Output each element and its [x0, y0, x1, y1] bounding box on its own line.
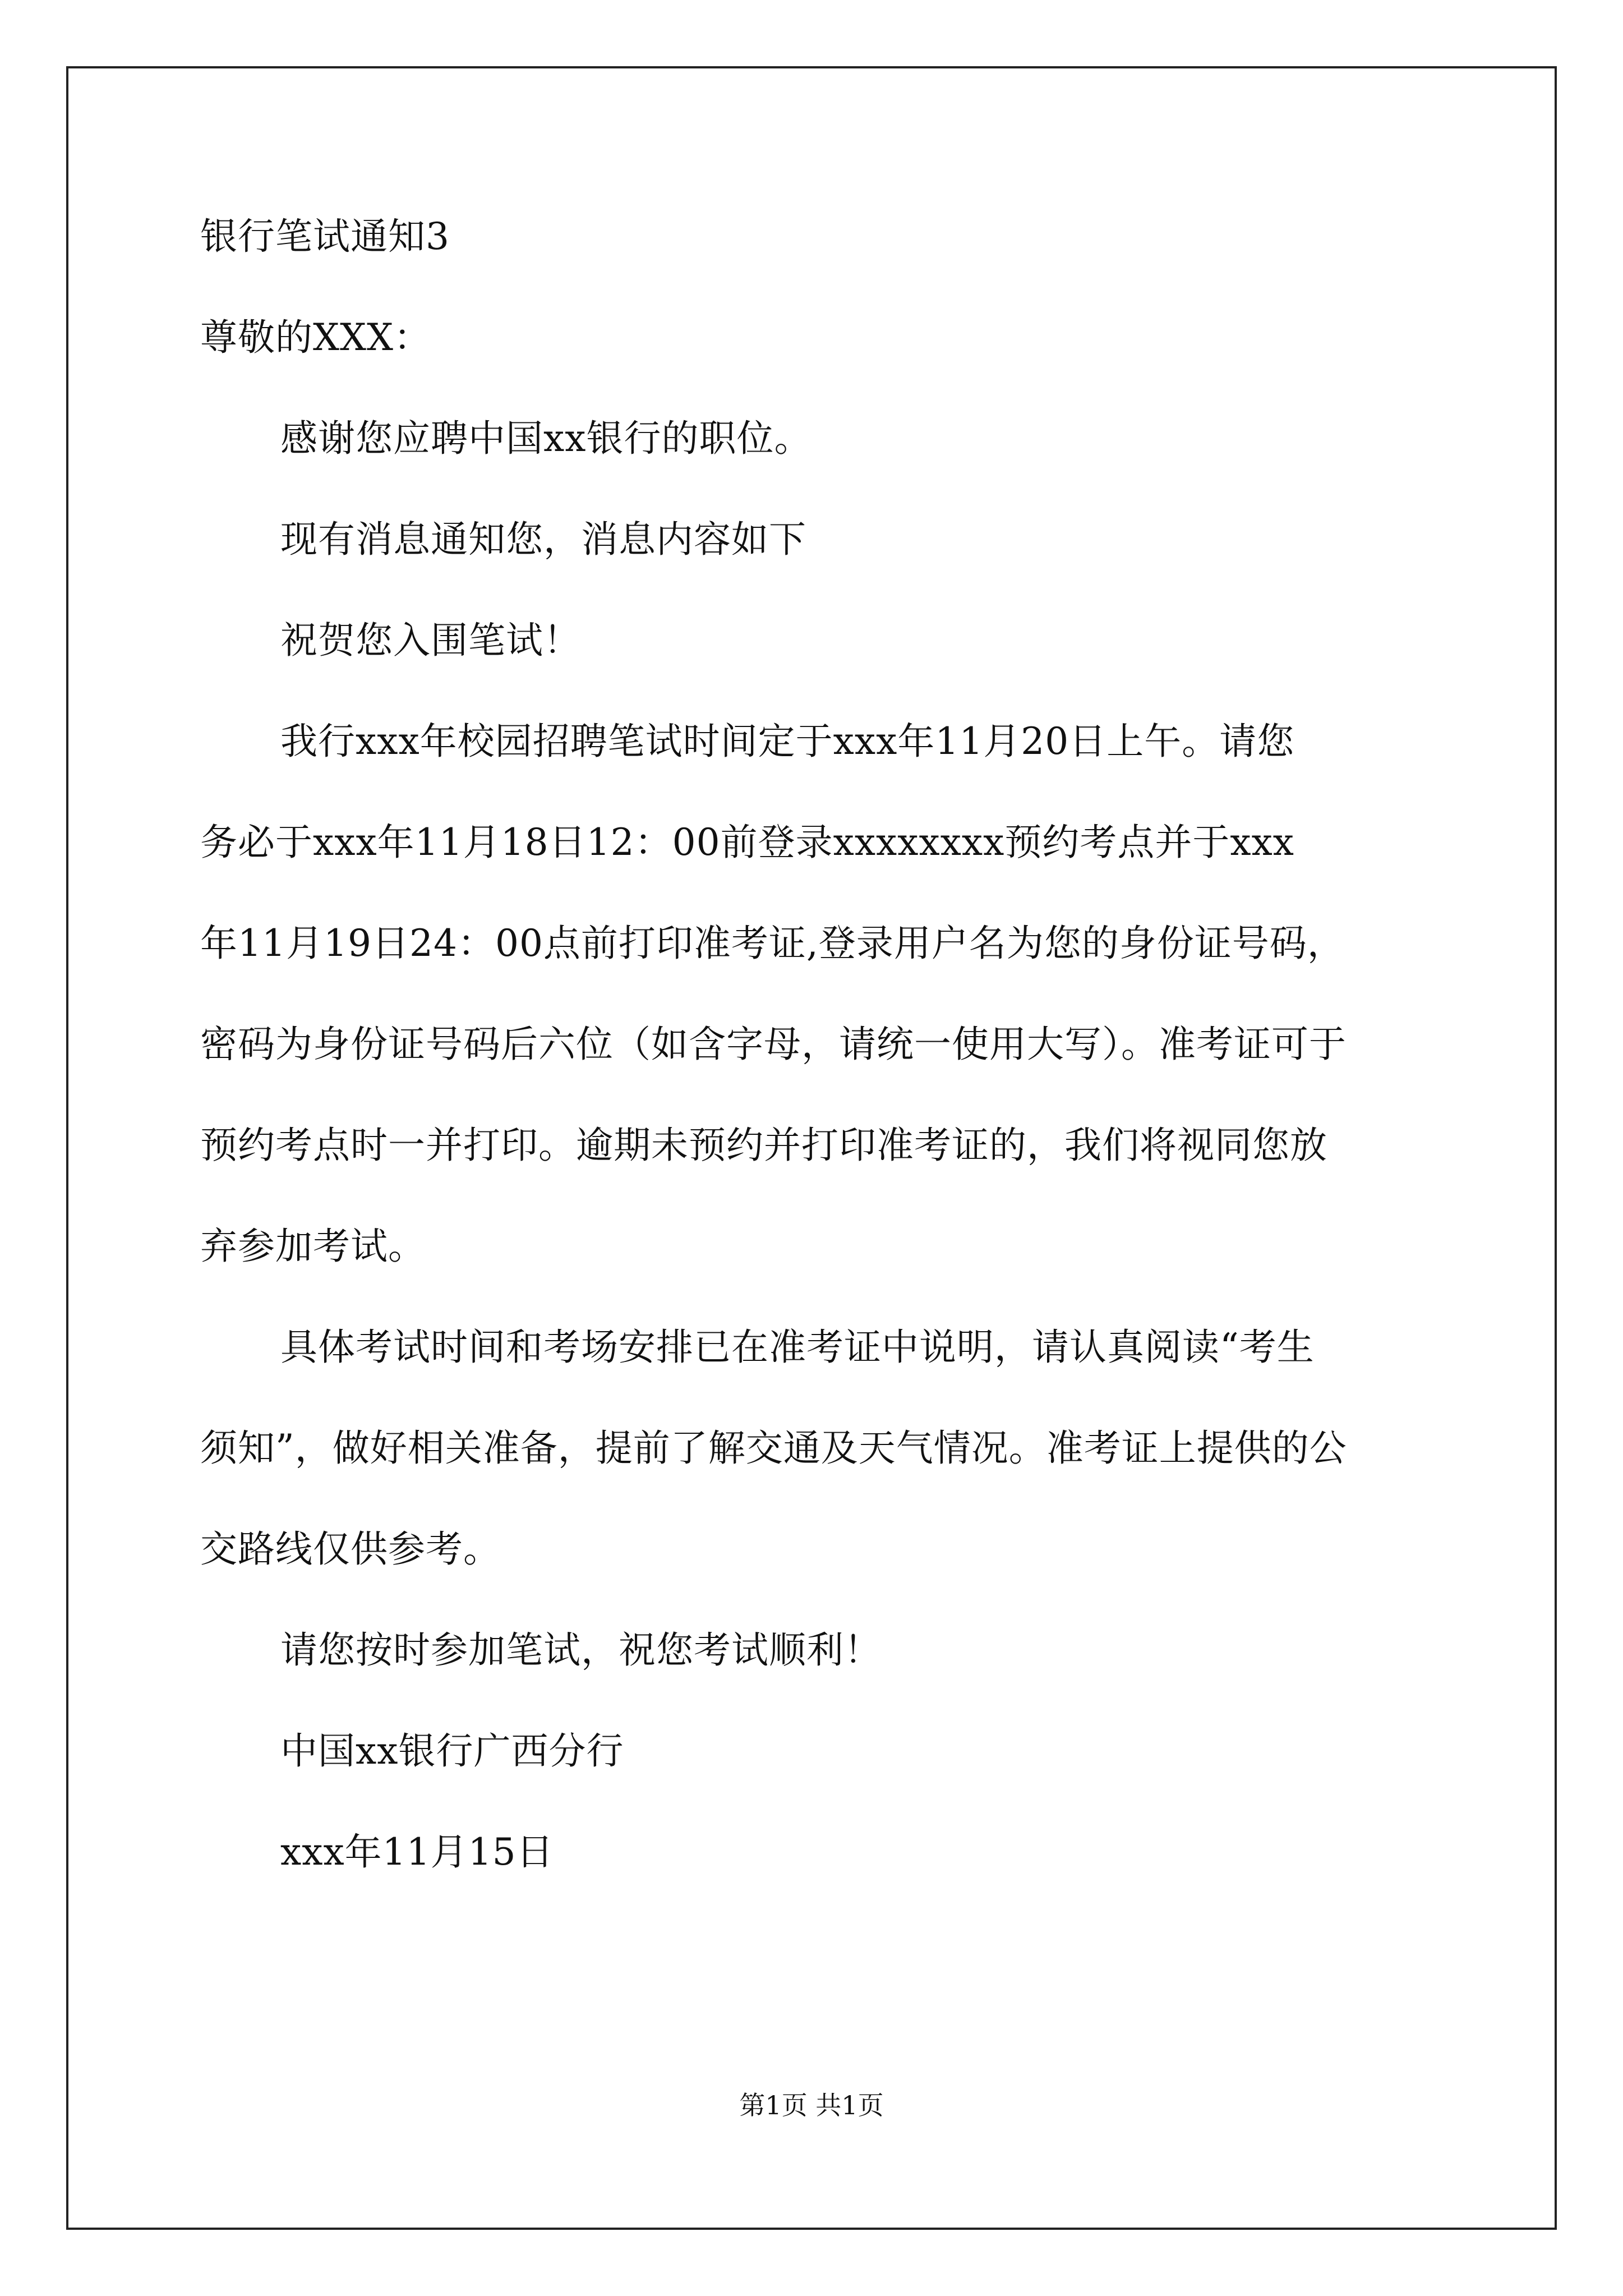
paragraph-exam-time-line-3: 年11月19日24：00点前打印准考证,登录用户名为您的身份证号码，: [200, 922, 1345, 965]
signature-date: xxx年11月15日: [280, 1830, 554, 1874]
salutation: 尊敬的XXX：: [200, 316, 431, 359]
paragraph-arrangement-line-1: 具体考试时间和考场安排已在准考证中说明，请认真阅读“考生: [280, 1326, 1315, 1369]
paragraph-exam-time-line-5: 预约考点时一并打印。逾期未预约并打印准考证的，我们将视同您放: [200, 1124, 1327, 1167]
paragraph-thanks: 感谢您应聘中国xx银行的职位。: [280, 417, 812, 460]
paragraph-arrangement-line-3: 交路线仅供参考。: [200, 1527, 501, 1571]
paragraph-congrats: 祝贺您入围笔试！: [280, 619, 581, 662]
paragraph-exam-time-line-1: 我行xxx年校园招聘笔试时间定于xxx年11月20日上午。请您: [280, 720, 1295, 763]
paragraph-exam-time-line-2: 务必于xxx年11月18日12：00前登录xxxxxxxx预约考点并于xxx: [200, 821, 1295, 864]
paragraph-closing: 请您按时参加笔试，祝您考试顺利！: [280, 1628, 882, 1672]
paragraph-exam-time-line-4: 密码为身份证号码后六位（如含字母，请统一使用大写）。准考证可于: [200, 1023, 1347, 1066]
document-title: 银行笔试通知3: [200, 215, 450, 258]
signature-organization: 中国xx银行广西分行: [280, 1729, 624, 1773]
page-number-footer: 第1页 共1页: [739, 2090, 884, 2120]
paragraph-arrangement-line-2: 须知”，做好相关准备，提前了解交通及天气情况。准考证上提供的公: [200, 1427, 1347, 1470]
document-body: [200, 213, 1428, 1876]
paragraph-notice: 现有消息通知您，消息内容如下: [280, 518, 806, 561]
paragraph-exam-time-line-6: 弃参加考试。: [200, 1225, 426, 1268]
